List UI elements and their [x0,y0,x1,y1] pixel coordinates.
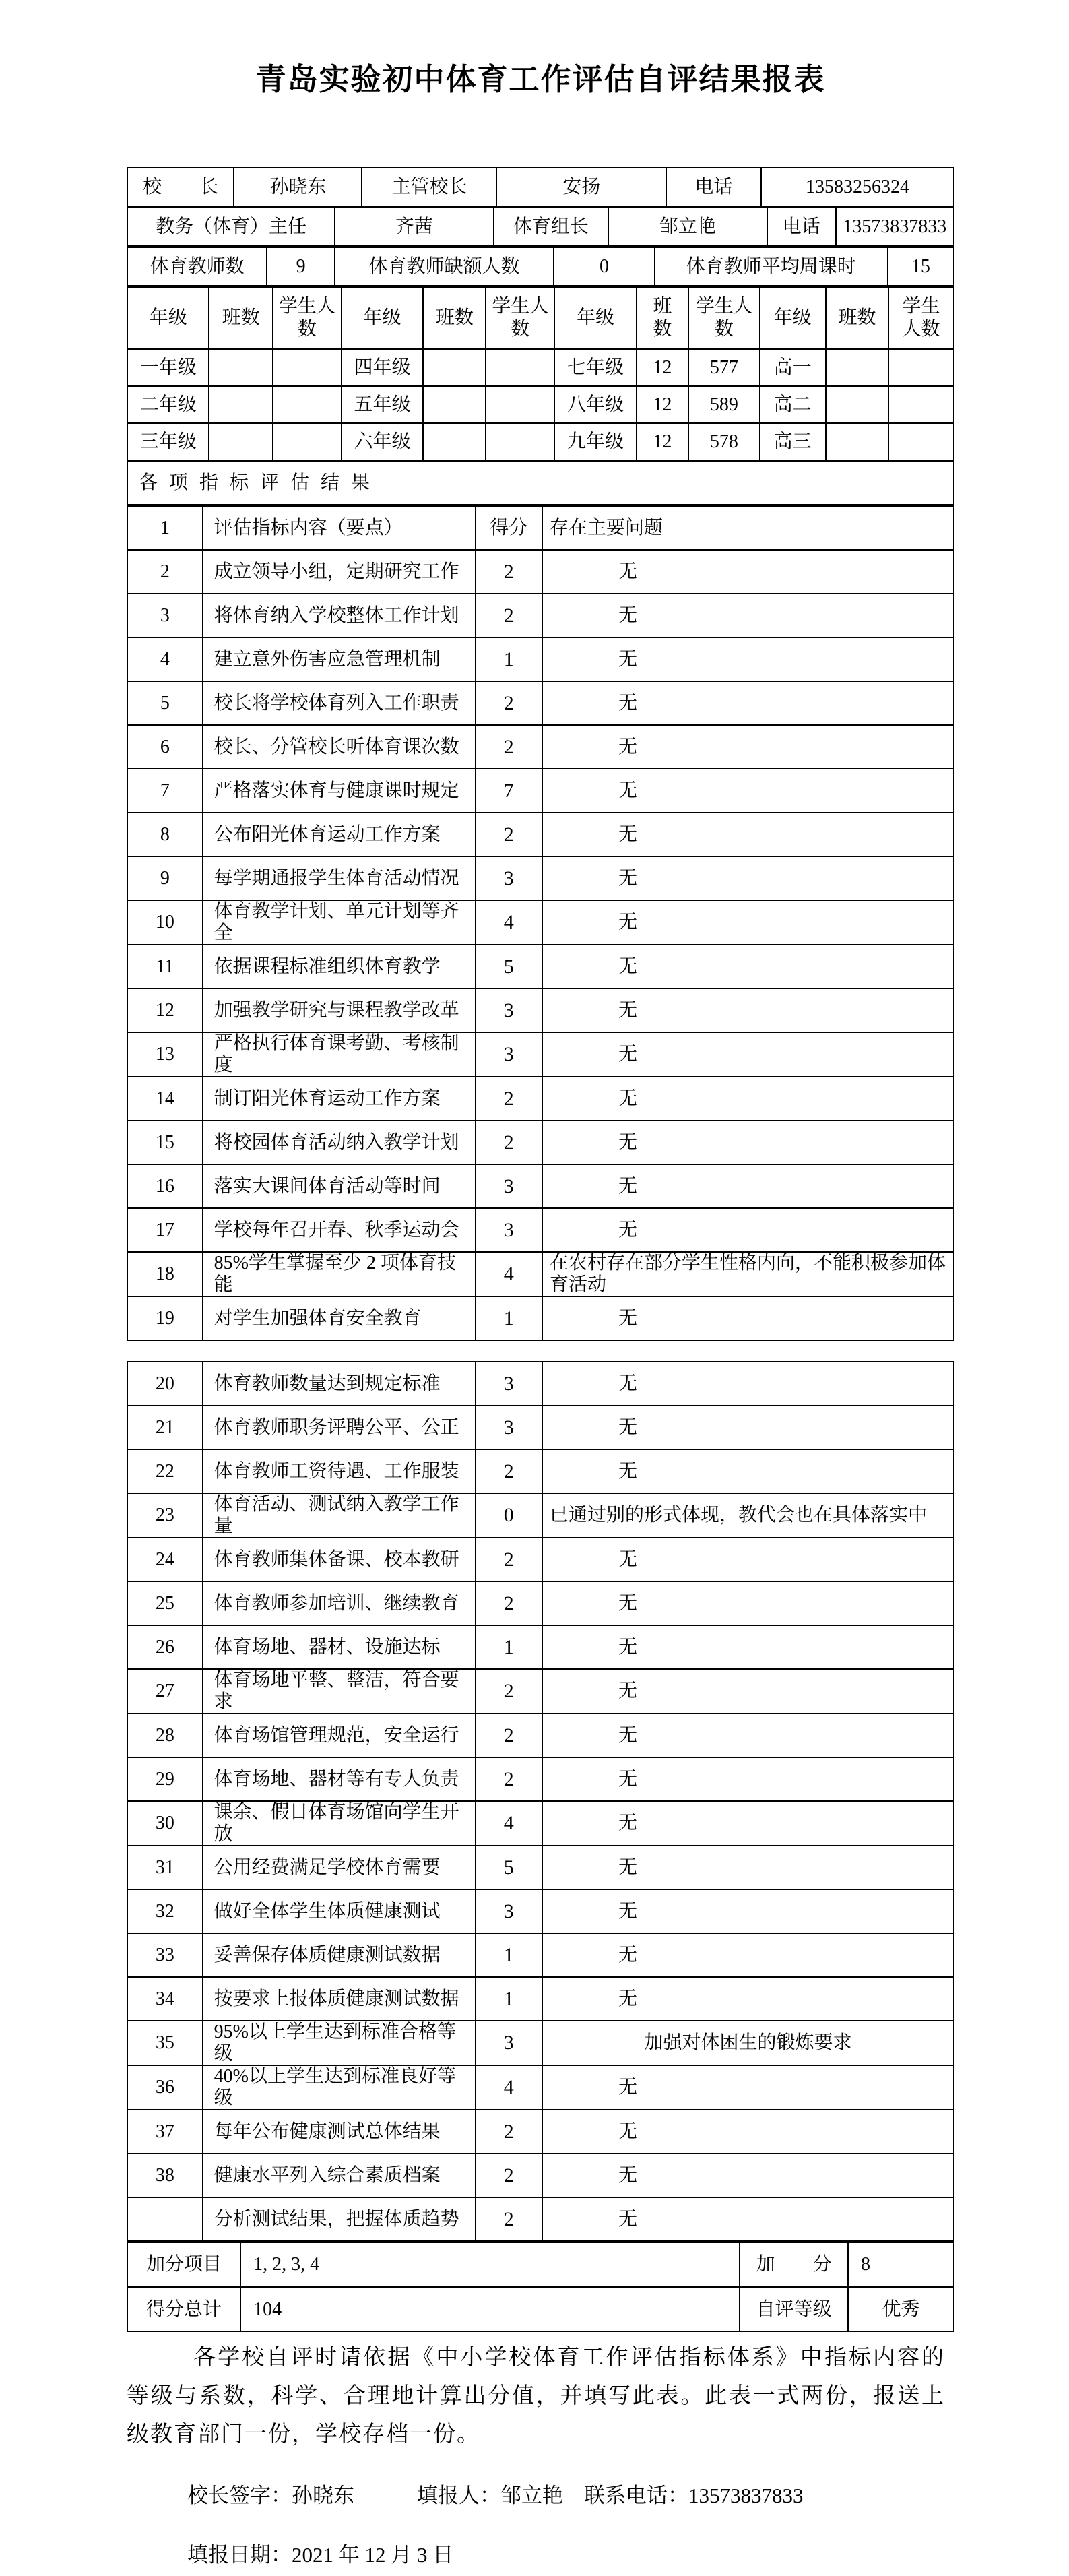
indicator-content: 做好全体学生体质健康测试 [203,1889,476,1933]
indicator-problem: 无 [542,1406,954,1449]
indicator-no: 38 [127,2154,203,2197]
indicator-score: 5 [476,1846,542,1889]
indicator-content: 体育场地、器材、设施达标 [203,1625,476,1669]
indicator-score: 2 [476,2154,542,2197]
indicator-content: 体育场地平整、整洁，符合要求 [203,1669,476,1714]
grade-cell: 高一 [760,349,826,386]
indicator-problem: 无 [542,813,954,856]
indicator-content: 建立意外伤害应急管理机制 [203,637,476,681]
indicator-score: 2 [476,1669,542,1714]
grade-cell: 高二 [760,386,826,423]
indicator-content: 学校每年召开春、秋季运动会 [203,1208,476,1252]
indicator-problem: 无 [542,769,954,813]
indicator-score: 1 [476,1296,542,1340]
indicator-score: 1 [476,1625,542,1669]
grade-header-cell: 学生人数 [486,287,554,349]
indicator-score: 2 [476,550,542,594]
indicator-problem: 无 [542,900,954,945]
indicator-table-part1 [127,505,954,1341]
indicator-no [127,2197,203,2241]
grade-cell [826,423,888,460]
indicator-content: 按要求上报体质健康测试数据 [203,1977,476,2021]
phone-number: 13583256324 [761,168,954,206]
pe-leader-name: 邹立艳 [608,208,767,246]
indicator-no: 7 [127,769,203,813]
grade-cell: 高三 [760,423,826,460]
indicator-header-problem: 存在主要问题 [542,506,954,550]
indicator-row [127,900,954,945]
pe-teacher-shortage-label: 体育教师缺额人数 [335,247,554,286]
indicator-content: 体育教学计划、单元计划等齐全 [203,900,476,945]
indicator-content: 公用经费满足学校体育需要 [203,1846,476,1889]
indicator-no: 35 [127,2021,203,2065]
grade-cell [486,386,554,423]
grade-cell: 六年级 [342,423,423,460]
indicator-content: 每年公布健康测试总体结果 [203,2110,476,2154]
indicator-no: 2 [127,550,203,594]
indicator-problem: 无 [542,1538,954,1581]
bonus-label: 加分项目 [127,2242,240,2286]
indicator-problem: 加强对体困生的锻炼要求 [542,2021,954,2065]
indicator-row [127,1933,954,1977]
indicator-no: 34 [127,1977,203,2021]
indicator-content: 校长将学校体育列入工作职责 [203,681,476,725]
indicator-row [127,1669,954,1714]
principal-label: 校 长 [127,168,234,206]
indicator-row [127,1164,954,1208]
indicator-problem: 无 [542,1032,954,1077]
indicator-content: 公布阳光体育运动工作方案 [203,813,476,856]
indicator-score: 2 [476,594,542,637]
indicator-row [127,945,954,988]
indicator-no: 22 [127,1449,203,1493]
total-label: 得分总计 [127,2288,240,2331]
indicator-row [127,1846,954,1889]
indicator-row [127,1625,954,1669]
indicator-no: 5 [127,681,203,725]
indicator-content: 加强教学研究与课程教学改革 [203,988,476,1032]
indicator-problem: 无 [542,1625,954,1669]
indicator-no: 29 [127,1757,203,1801]
indicator-row [127,856,954,900]
indicator-score: 2 [476,813,542,856]
grades-header-row [127,287,954,349]
indicator-content: 将体育纳入学校整体工作计划 [203,594,476,637]
indicator-row [127,1032,954,1077]
indicator-problem: 已通过别的形式体现，教代会也在具体落实中 [542,1493,954,1538]
grade-cell [888,423,954,460]
indicator-score: 3 [476,1208,542,1252]
indicator-problem: 无 [542,1977,954,2021]
indicator-content: 体育教师数量达到规定标准 [203,1362,476,1406]
indicator-content: 校长、分管校长听体育课次数 [203,725,476,769]
indicator-score: 3 [476,856,542,900]
indicator-no: 10 [127,900,203,945]
bonus-items: 1, 2, 3, 4 [240,2242,740,2286]
indicator-row [127,2197,954,2241]
indicator-score: 4 [476,1801,542,1846]
section-header [127,461,954,505]
indicator-problem: 无 [542,1208,954,1252]
grade-header-cell: 学生人数 [688,287,760,349]
indicator-problem: 无 [542,2065,954,2110]
pe-leader-label: 体育组长 [494,208,609,246]
pe-teacher-count: 9 [267,247,335,286]
indicator-row [127,725,954,769]
bonus-table [127,2242,954,2287]
indicator-problem: 无 [542,1449,954,1493]
indicator-row [127,1493,954,1538]
indicator-score: 1 [476,1933,542,1977]
indicator-row [127,1757,954,1801]
indicator-content: 落实大课间体育活动等时间 [203,1164,476,1208]
grade-cell [486,349,554,386]
indicator-no: 20 [127,1362,203,1406]
indicator-no: 3 [127,594,203,637]
grade-header-cell: 班数 [826,287,888,349]
grade-cell [209,386,272,423]
info-row-director [127,207,954,247]
indicator-problem: 无 [542,681,954,725]
indicator-content: 课余、假日体育场馆向学生开放 [203,1801,476,1846]
indicator-content: 成立领导小组，定期研究工作 [203,550,476,594]
indicator-no: 11 [127,945,203,988]
grade-header-cell: 年级 [760,287,826,349]
indicator-score: 2 [476,2110,542,2154]
indicator-row [127,681,954,725]
bonus-score-label: 加 分 [740,2242,848,2286]
indicator-problem: 无 [542,988,954,1032]
indicator-row [127,1121,954,1164]
grade-cell: 五年级 [342,386,423,423]
indicator-content: 85%学生掌握至少 2 项体育技能 [203,1252,476,1296]
indicator-no: 17 [127,1208,203,1252]
vice-principal-label: 主管校长 [362,168,496,206]
indicator-no: 14 [127,1077,203,1121]
grade-cell: 12 [637,386,688,423]
indicator-problem: 无 [542,1846,954,1889]
grade-cell: 一年级 [127,349,209,386]
indicator-problem: 无 [542,1757,954,1801]
indicator-score: 3 [476,1164,542,1208]
indicator-problem: 无 [542,725,954,769]
indicator-content: 制订阳光体育运动工作方案 [203,1077,476,1121]
self-grade-label: 自评等级 [740,2288,848,2331]
indicator-content: 40%以上学生达到标准良好等级 [203,2065,476,2110]
date-line: 填报日期：2021 年 12 月 3 日 [187,2543,454,2567]
table-row [127,208,954,246]
grades-table [127,286,954,461]
page-title: 青岛实验初中体育工作评估自评结果报表 [255,62,826,96]
indicator-row [127,2110,954,2154]
indicator-problem: 无 [542,1581,954,1625]
grade-header-cell: 班数 [209,287,272,349]
grade-cell: 12 [637,349,688,386]
indicator-row [127,1406,954,1449]
info-row-teachers [127,247,954,286]
indicator-no: 31 [127,1846,203,1889]
grade-cell: 12 [637,423,688,460]
indicator-no: 36 [127,2065,203,2110]
footer-note: 各学校自评时请依据《中小学校体育工作评估指标体系》中指标内容的等级与系数，科学、合理地计算出分值，并填写此表。此表一式两份，报送上级教育部门一份，学校存档一份。 [127,2346,945,2447]
section-title: 各项指标评估结果 [127,462,954,505]
grade-cell [826,386,888,423]
indicator-content: 每学期通报学生体育活动情况 [203,856,476,900]
indicator-no: 8 [127,813,203,856]
indicator-score: 2 [476,725,542,769]
avg-weekly-periods: 15 [888,247,954,286]
grade-cell: 二年级 [127,386,209,423]
indicator-row [127,1977,954,2021]
table-row [127,247,954,286]
indicator-content: 严格执行体育课考勤、考核制度 [203,1032,476,1077]
grade-header-cell: 学生人数 [273,287,342,349]
bonus-score: 8 [848,2242,954,2286]
grade-header-cell: 学生人数 [888,287,954,349]
indicator-header-row [127,506,954,550]
indicator-no: 18 [127,1252,203,1296]
grade-cell [826,349,888,386]
indicator-score: 2 [476,1714,542,1757]
indicator-score: 3 [476,2021,542,2065]
indicator-score: 4 [476,900,542,945]
bonus-row [127,2242,954,2286]
indicator-header-score: 得分 [476,506,542,550]
indicator-content: 体育教师工资待遇、工作服装 [203,1449,476,1493]
indicator-problem: 无 [542,2197,954,2241]
indicator-no: 12 [127,988,203,1032]
grade-cell: 八年级 [554,386,636,423]
table-gap [127,1341,954,1361]
indicator-content: 依据课程标准组织体育教学 [203,945,476,988]
phone-number: 13573837833 [836,208,954,246]
indicator-problem: 在农村存在部分学生性格内向，不能积极参加体育活动 [542,1252,954,1296]
indicator-problem: 无 [542,550,954,594]
indicator-row [127,2065,954,2110]
grade-row [127,349,954,386]
indicator-no: 26 [127,1625,203,1669]
grade-cell [273,386,342,423]
indicator-problem: 无 [542,637,954,681]
indicator-content: 体育场地、器材等有专人负责 [203,1757,476,1801]
indicator-no: 4 [127,637,203,681]
total-row [127,2288,954,2331]
indicator-problem: 无 [542,1362,954,1406]
indicator-problem: 无 [542,1669,954,1714]
indicator-score: 0 [476,1493,542,1538]
indicator-score: 4 [476,2065,542,2110]
indicator-no: 24 [127,1538,203,1581]
indicator-row [127,1889,954,1933]
indicator-content: 体育活动、测试纳入教学工作量 [203,1493,476,1538]
grade-header-cell: 班数 [637,287,688,349]
indicator-row [127,988,954,1032]
indicator-score: 7 [476,769,542,813]
indicator-no: 30 [127,1801,203,1846]
indicator-row [127,1362,954,1406]
indicator-row [127,769,954,813]
indicator-no: 28 [127,1714,203,1757]
self-grade: 优秀 [848,2288,954,2331]
indicator-score: 4 [476,1252,542,1296]
avg-weekly-periods-label: 体育教师平均周课时 [655,247,888,286]
indicator-problem: 无 [542,945,954,988]
grade-cell: 三年级 [127,423,209,460]
grade-cell [888,386,954,423]
indicator-problem: 无 [542,1296,954,1340]
vice-principal-name: 安扬 [496,168,666,206]
indicator-content: 健康水平列入综合素质档案 [203,2154,476,2197]
indicator-row [127,2154,954,2197]
indicator-score: 2 [476,1077,542,1121]
indicator-row [127,1449,954,1493]
grade-header-cell: 班数 [423,287,486,349]
indicator-problem: 无 [542,1801,954,1846]
grade-cell [423,349,486,386]
indicator-no: 6 [127,725,203,769]
indicator-score: 2 [476,1757,542,1801]
grade-cell [888,349,954,386]
table-row [127,462,954,505]
pe-teacher-shortage: 0 [554,247,655,286]
indicator-no: 23 [127,1493,203,1538]
indicator-problem: 无 [542,1889,954,1933]
indicator-score: 3 [476,1032,542,1077]
indicator-problem: 无 [542,594,954,637]
grade-cell [209,423,272,460]
indicator-score: 3 [476,1362,542,1406]
total-table [127,2287,954,2332]
indicator-problem: 无 [542,1121,954,1164]
grade-cell: 589 [688,386,760,423]
grade-cell: 578 [688,423,760,460]
grade-cell [423,423,486,460]
indicator-score: 1 [476,1977,542,2021]
grade-cell [423,386,486,423]
indicator-row [127,813,954,856]
indicator-no: 15 [127,1121,203,1164]
indicator-problem: 无 [542,1933,954,1977]
indicator-no: 27 [127,1669,203,1714]
indicator-score: 3 [476,988,542,1032]
indicator-content: 体育教师职务评聘公平、公正 [203,1406,476,1449]
indicator-row [127,1296,954,1340]
indicator-score: 1 [476,637,542,681]
grade-row [127,386,954,423]
indicator-problem: 无 [542,1077,954,1121]
indicator-row [127,1714,954,1757]
director-name: 齐茜 [335,208,494,246]
indicator-problem: 无 [542,1164,954,1208]
indicator-row [127,1801,954,1846]
indicator-content: 严格落实体育与健康课时规定 [203,769,476,813]
grade-cell [486,423,554,460]
grade-cell: 七年级 [554,349,636,386]
indicator-score: 2 [476,2197,542,2241]
indicator-no: 33 [127,1933,203,1977]
grade-header-cell: 年级 [127,287,209,349]
total-score: 104 [240,2288,740,2331]
indicator-score: 2 [476,1449,542,1493]
indicator-score: 2 [476,1581,542,1625]
indicator-no: 21 [127,1406,203,1449]
indicator-row [127,550,954,594]
indicator-problem: 无 [542,856,954,900]
grade-cell: 九年级 [554,423,636,460]
phone-label: 电话 [767,208,836,246]
indicator-content: 体育教师参加培训、继续教育 [203,1581,476,1625]
indicator-content: 分析测试结果，把握体质趋势 [203,2197,476,2241]
indicator-no: 19 [127,1296,203,1340]
indicator-problem: 无 [542,2154,954,2197]
grade-header-cell: 年级 [342,287,423,349]
indicator-header-no: 1 [127,506,203,550]
indicator-problem: 无 [542,1714,954,1757]
indicator-table-part2 [127,1361,954,2242]
indicator-no: 13 [127,1032,203,1077]
indicator-no: 37 [127,2110,203,2154]
indicator-content: 妥善保存体质健康测试数据 [203,1933,476,1977]
principal-name: 孙晓东 [234,168,362,206]
indicator-no: 16 [127,1164,203,1208]
indicator-content: 将校园体育活动纳入教学计划 [203,1121,476,1164]
indicator-score: 2 [476,1121,542,1164]
indicator-score: 2 [476,1538,542,1581]
phone-label: 电话 [666,168,761,206]
indicator-score: 3 [476,1406,542,1449]
grade-cell: 577 [688,349,760,386]
table-row [127,168,954,206]
indicator-row [127,1252,954,1296]
indicator-no: 25 [127,1581,203,1625]
indicator-content: 体育场馆管理规范，安全运行 [203,1714,476,1757]
pe-teacher-count-label: 体育教师数 [127,247,267,286]
info-row-principal [127,167,954,207]
indicator-content: 对学生加强体育安全教育 [203,1296,476,1340]
grade-header-cell: 年级 [554,287,636,349]
indicator-row [127,1581,954,1625]
report-table [127,167,954,2332]
indicator-no: 9 [127,856,203,900]
grade-cell [273,423,342,460]
indicator-score: 2 [476,681,542,725]
grade-cell [209,349,272,386]
indicator-header-content: 评估指标内容（要点） [203,506,476,550]
indicator-problem: 无 [542,2110,954,2154]
indicator-row [127,2021,954,2065]
indicator-content: 体育教师集体备课、校本教研 [203,1538,476,1581]
director-label: 教务（体育）主任 [127,208,335,246]
indicator-row [127,1538,954,1581]
indicator-no: 32 [127,1889,203,1933]
grade-cell: 四年级 [342,349,423,386]
indicator-row [127,594,954,637]
grade-row [127,423,954,460]
indicator-score: 5 [476,945,542,988]
indicator-row [127,1077,954,1121]
indicator-row [127,637,954,681]
indicator-content: 95%以上学生达到标准合格等级 [203,2021,476,2065]
grade-cell [273,349,342,386]
signature-line: 校长签字：孙晓东 填报人：邹立艳 联系电话：13573837833 [187,2484,804,2507]
indicator-score: 3 [476,1889,542,1933]
indicator-row [127,1208,954,1252]
